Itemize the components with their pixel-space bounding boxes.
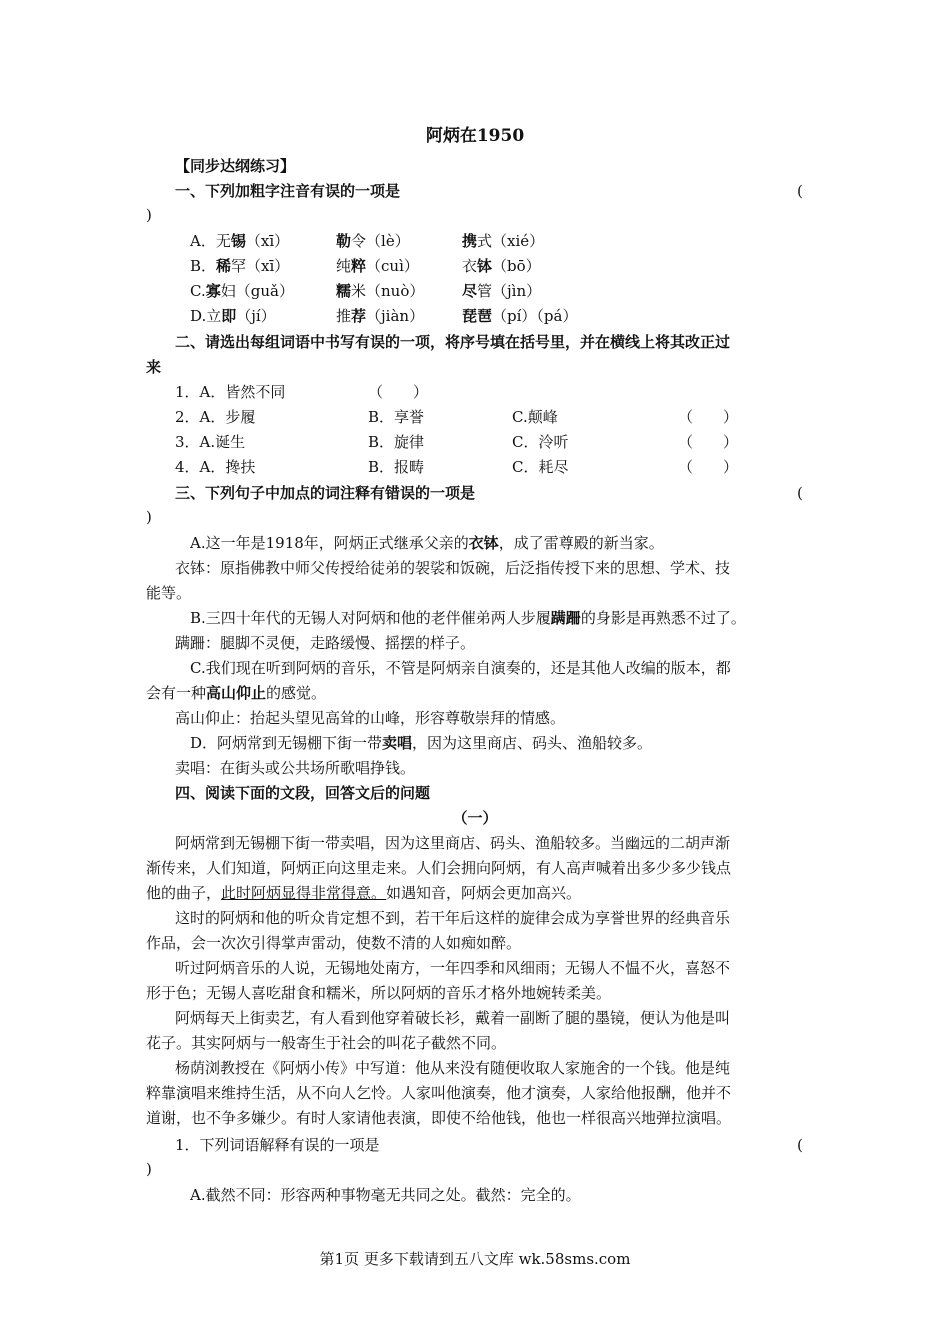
passage-p5-line2: 粹靠演唱来维持生活，从不向人乞怜。人家叫他演奏，他才演奏，人家给他报酬，他并不 bbox=[146, 1084, 732, 1102]
pinyin-text: 令（lè） bbox=[351, 232, 410, 250]
bold-character: 勒 bbox=[336, 232, 352, 250]
pinyin-text: （cuì） bbox=[366, 257, 419, 275]
passage-text-after: 如遇知音，阿炳会更加高兴。 bbox=[386, 884, 582, 902]
q3-b-text-after: 的身影是再熟悉不过了。 bbox=[580, 609, 746, 627]
q3-b-bold: 蹒跚 bbox=[550, 609, 581, 627]
q2-heading: 二、请选出每组词语中书写有误的一项，将序号填在括号里，并在横线上将其改正过 bbox=[175, 333, 731, 351]
q3-b-note: 蹒跚：腿脚不灵便，走路缓慢、摇摆的样子。 bbox=[175, 634, 476, 652]
q2-row-3-b: B．旋律 bbox=[368, 433, 425, 451]
bold-character: 荐 bbox=[351, 307, 367, 325]
pinyin-text: （jí） bbox=[236, 307, 276, 325]
underlined-sentence: 此时阿炳显得非常得意。 bbox=[221, 884, 387, 902]
q2-row-3-c: C．泠听 bbox=[512, 433, 569, 451]
q3-heading: 三、下列句子中加点的词注释有错误的一项是 bbox=[175, 484, 476, 502]
pinyin-text: 罕（xī） bbox=[231, 257, 290, 275]
bold-character: 钵 bbox=[477, 257, 493, 275]
pinyin-text: （bō） bbox=[492, 257, 541, 275]
q4-q1-option-a: A.截然不同：形容两种事物毫无共同之处。截然：完全的。 bbox=[190, 1186, 581, 1204]
bold-character: 寡 bbox=[205, 282, 221, 300]
q2-row-2-c: C.颠峰 bbox=[512, 408, 558, 426]
q3-c-note: 高山仰止：抬起头望见高耸的山峰，形容尊敬崇拜的情感。 bbox=[175, 709, 566, 727]
q1-paren-close: ) bbox=[146, 206, 152, 224]
q3-a-note: 衣钵：原指佛教中师父传授给徒弟的袈裟和饭碗，后泛指传授下来的思想、学术、技 bbox=[175, 559, 731, 577]
q1-heading: 一、下列加粗字注音有误的一项是 bbox=[175, 182, 401, 200]
section-heading: 【同步达纲练习】 bbox=[175, 157, 296, 175]
q3-option-a bbox=[190, 533, 664, 553]
pinyin-text: 式（xié） bbox=[477, 232, 545, 250]
q2-row-4-b: B．报畴 bbox=[368, 458, 425, 476]
pinyin-text: 管（jìn） bbox=[477, 282, 542, 300]
bold-character: 锡 bbox=[230, 232, 246, 250]
q2-row-4-c: C．耗尽 bbox=[512, 458, 569, 476]
bold-character: 携 bbox=[462, 232, 478, 250]
pinyin-text: 米（nuò） bbox=[351, 282, 425, 300]
bold-character: 尽 bbox=[462, 282, 478, 300]
pinyin-text: （xī） bbox=[245, 232, 290, 250]
passage-p1-line3 bbox=[146, 883, 581, 903]
option-text: A．无 bbox=[190, 232, 231, 250]
q3-a-note-cont: 能等。 bbox=[146, 584, 192, 602]
q3-d-bold: 卖唱 bbox=[382, 734, 413, 752]
q2-row-4-paren: （ ） bbox=[678, 458, 739, 476]
passage-p3-line1: 听过阿炳音乐的人说，无锡地处南方，一年四季和风细雨；无锡人不愠不火，喜怒不 bbox=[175, 959, 731, 977]
passage-p2-line1: 这时的阿炳和他的听众肯定想不到，若干年后这样的旋律会成为享誉世界的经典音乐 bbox=[175, 909, 731, 927]
q3-c-text: 会有一种 bbox=[146, 684, 207, 702]
passage-p5-line3: 道谢，也不争多嫌少。有时人家请他表演，即使不给他钱，他也一样很高兴地弹拉演唱。 bbox=[146, 1109, 732, 1127]
page-title: 阿炳在1950 bbox=[425, 126, 525, 146]
q3-d-text: D．阿炳常到无锡棚下街一带 bbox=[190, 734, 383, 752]
passage-p1-line1: 阿炳常到无锡棚下街一带卖唱，因为这里商店、码头、渔船较多。当幽远的二胡声渐 bbox=[175, 834, 731, 852]
q1-option-2-2 bbox=[336, 256, 419, 276]
passage-p3-line2: 形于色；无锡人喜吃甜食和糯米，所以阿炳的音乐才格外地婉转柔美。 bbox=[146, 984, 612, 1002]
q2-row-1-paren: （ ） bbox=[368, 383, 429, 401]
q4-question-1: 1．下列词语解释有误的一项是 bbox=[175, 1136, 380, 1154]
bold-character: 粹 bbox=[351, 257, 367, 275]
q3-d-text-after: ，因为这里商店、码头、渔船较多。 bbox=[412, 734, 653, 752]
q3-paren-open: ( bbox=[797, 484, 803, 502]
passage-p5-line1: 杨荫浏教授在《阿炳小传》中写道：他从来没有随便收取人家施舍的一个钱。他是纯 bbox=[175, 1059, 731, 1077]
q3-a-text: A.这一年是1918年，阿炳正式继承父亲的 bbox=[190, 534, 469, 552]
option-text: 推 bbox=[336, 307, 352, 325]
pinyin-text: 妇（guǎ） bbox=[220, 282, 294, 300]
q2-heading-cont: 来 bbox=[146, 358, 162, 376]
bold-character: 糯 bbox=[336, 282, 352, 300]
q3-a-text-after: ，成了雷尊殿的新当家。 bbox=[498, 534, 664, 552]
q1-option-4-3 bbox=[462, 306, 577, 326]
q1-option-4-2 bbox=[336, 306, 424, 326]
q3-option-c-cont bbox=[146, 683, 326, 703]
option-text: 衣 bbox=[462, 257, 478, 275]
q3-d-note: 卖唱：在街头或公共场所歌唱挣钱。 bbox=[175, 759, 416, 777]
q1-option-3-3 bbox=[462, 281, 541, 301]
passage-text: 他的曲子， bbox=[146, 884, 222, 902]
q3-option-c: C.我们现在听到阿炳的音乐，不管是阿炳亲自演奏的，还是其他人改编的版本，都 bbox=[190, 659, 731, 677]
q2-row-2-paren: （ ） bbox=[678, 408, 739, 426]
passage-p2-line2: 作品，会一次次引得掌声雷动，使数不清的人如痴如醉。 bbox=[146, 934, 522, 952]
option-text: B． bbox=[190, 257, 217, 275]
q3-paren-close: ) bbox=[146, 508, 152, 526]
option-text: C. bbox=[190, 282, 206, 300]
q4-heading: 四、阅读下面的文段，回答文后的问题 bbox=[175, 784, 431, 802]
q1-option-1-1 bbox=[190, 231, 289, 251]
q1-option-1-3 bbox=[462, 231, 544, 251]
bold-character: 稀 bbox=[216, 257, 232, 275]
q1-option-2-3 bbox=[462, 256, 541, 276]
passage-p1-line2: 渐传来，人们知道，阿炳正向这里走来。人们会拥向阿炳，有人高声喊着出多少多少钱点 bbox=[146, 859, 732, 877]
q3-option-b bbox=[190, 608, 746, 628]
q2-row-3-paren: （ ） bbox=[678, 433, 739, 451]
q2-row-3-a: 3．A.诞生 bbox=[175, 433, 246, 451]
q1-option-4-1 bbox=[190, 306, 276, 326]
q1-option-1-2 bbox=[336, 231, 410, 251]
q3-a-bold: 衣钵 bbox=[468, 534, 499, 552]
q3-c-text-after: 的感觉。 bbox=[266, 684, 327, 702]
q1-option-3-1 bbox=[190, 281, 294, 301]
q2-row-2-b: B．享誉 bbox=[368, 408, 425, 426]
q2-row-2-a: 2．A．步履 bbox=[175, 408, 256, 426]
q3-c-bold: 高山仰止 bbox=[206, 684, 267, 702]
q1-option-3-2 bbox=[336, 281, 424, 301]
q3-option-d bbox=[190, 733, 652, 753]
q2-row-1-a: 1．A．皆然不同 bbox=[175, 383, 286, 401]
option-text: D.立 bbox=[190, 307, 222, 325]
pinyin-text: （pí）（pá） bbox=[492, 307, 578, 325]
q1-paren-open: ( bbox=[797, 182, 803, 200]
q2-row-4-a: 4．A．搀扶 bbox=[175, 458, 256, 476]
pinyin-text: （jiàn） bbox=[366, 307, 425, 325]
q3-b-text: B.三四十年代的无锡人对阿炳和他的老伴催弟两人步履 bbox=[190, 609, 551, 627]
bold-character: 即 bbox=[221, 307, 237, 325]
q4-q1-paren-close: ) bbox=[146, 1160, 152, 1178]
page-footer: 第1页 更多下载请到五八文库 wk.58sms.com bbox=[319, 1250, 631, 1268]
passage-p4-line1: 阿炳每天上街卖艺，有人看到他穿着破长衫，戴着一副断了腿的墨镜，便认为他是叫 bbox=[175, 1009, 731, 1027]
q4-subheading: （一） bbox=[452, 809, 498, 827]
bold-character: 琵琶 bbox=[462, 307, 493, 325]
passage-p4-line2: 花子。其实阿炳与一般寄生于社会的叫花子截然不同。 bbox=[146, 1034, 507, 1052]
q1-option-2-1 bbox=[190, 256, 289, 276]
q4-q1-paren-open: ( bbox=[797, 1136, 803, 1154]
option-text: 纯 bbox=[336, 257, 352, 275]
